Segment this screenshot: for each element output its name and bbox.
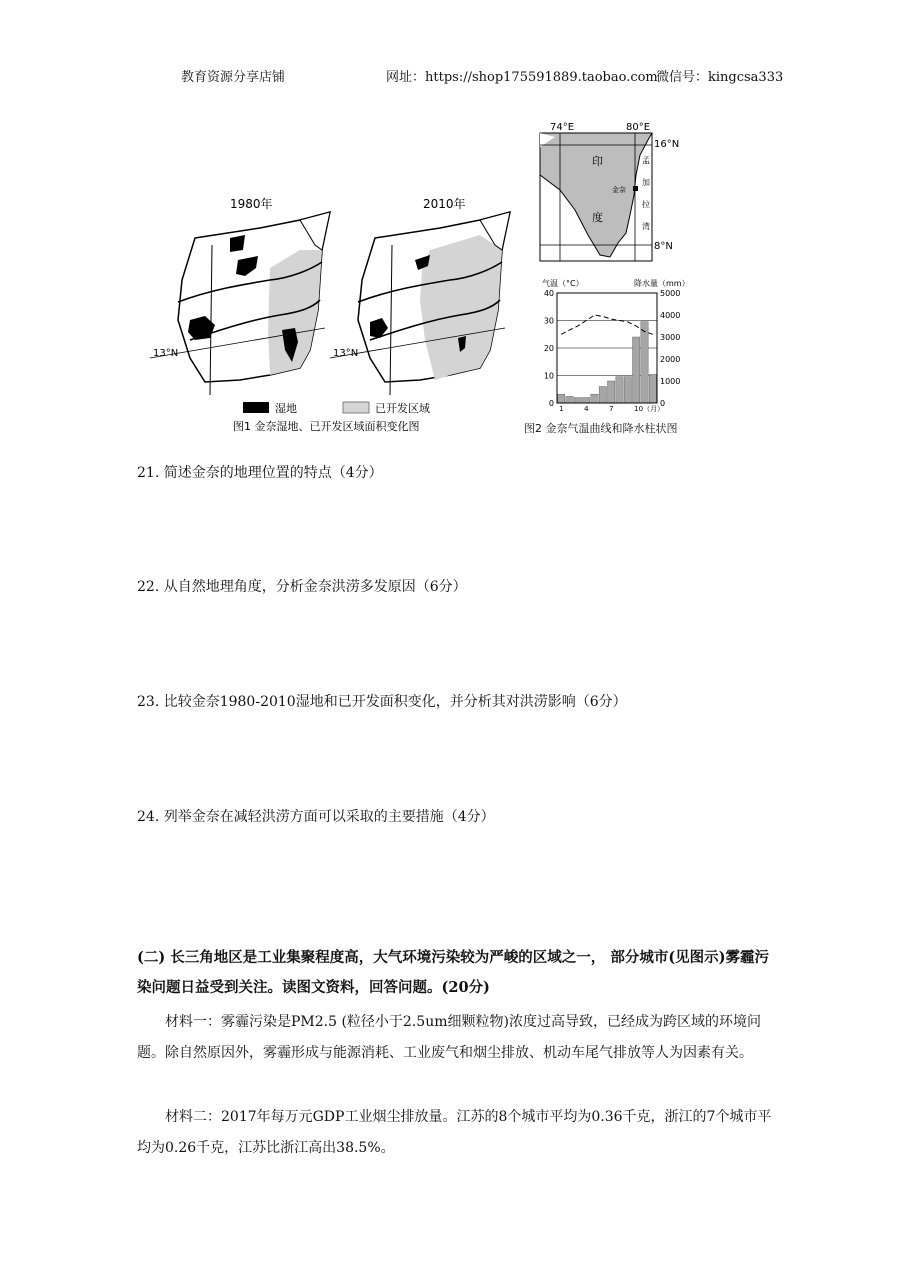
header-url: 网址：https://shop175591889.taobao.com (386, 70, 658, 85)
material-2: 材料二：2017年每万元GDP工业烟尘排放量。江苏的8个城市平均为0.36千克，浙江的7个城市平均为0.26千克，江苏比浙江高出38.5%。 (137, 1109, 772, 1156)
map-1980-title: 1980年 (230, 197, 273, 211)
temp-axis-label: 气温（°C） (542, 279, 584, 288)
map-2010-lat: 13°N (333, 348, 359, 359)
left-tick-label: 0 (548, 399, 554, 408)
precip-bar-3 (574, 398, 581, 404)
figure1-caption: 图1 金奈湿地、已开发区域面积变化图 (233, 420, 420, 433)
left-tick-label: 10 (543, 371, 554, 381)
legend-wetland-swatch (243, 402, 269, 413)
precip-axis-label: 降水量（mm） (634, 279, 690, 288)
map-1980-lat: 13°N (153, 348, 179, 359)
section-heading: (二) 长三角地区是工业集聚程度高，大气环境污染较为严峻的区域之一， 部分城市(见图示)雾霾污染问题日益受到关注。读图文资料，回答问题。(20分) (137, 949, 770, 996)
precip-bar-10 (633, 337, 640, 403)
x-tick-label: 10（月） (634, 405, 665, 413)
precip-bar-8 (616, 377, 623, 403)
x-tick-label: 4 (584, 405, 589, 413)
precip-bar-1 (558, 394, 565, 403)
chart-bars (558, 322, 657, 403)
precip-bar-4 (583, 398, 590, 404)
climate-chart (530, 275, 695, 415)
bay-char-2: 加 (642, 178, 650, 187)
question-23: 23. 比较金奈1980-2010湿地和已开发面积变化，并分析其对洪涝影响（6分） (137, 694, 627, 710)
x-tick-label: 7 (609, 405, 614, 413)
question-24: 24. 列举金奈在减轻洪涝方面可以采取的主要措施（4分） (137, 809, 495, 825)
right-tick-label: 3000 (660, 333, 681, 342)
figure2-caption: 图2 金奈气温曲线和降水柱状图 (524, 422, 678, 435)
map-2010 (330, 212, 510, 395)
precip-bar-9 (624, 377, 631, 403)
precip-bar-7 (608, 381, 615, 403)
map-1980 (150, 212, 330, 395)
lat-8-label: 8°N (654, 241, 673, 252)
legend-developed-swatch (343, 402, 369, 413)
precip-bar-6 (599, 387, 606, 404)
left-tick-label: 30 (543, 316, 554, 326)
lon-74-label: 74°E (550, 122, 575, 133)
left-tick-label: 40 (543, 289, 554, 298)
country-char-1: 印 (592, 155, 603, 168)
precip-bar-12 (649, 374, 656, 403)
lat-16-label: 16°N (654, 139, 680, 150)
bay-char-4: 湾 (642, 222, 650, 231)
header-shop-name: 教育资源分享店铺 (181, 70, 286, 85)
country-char-2: 度 (592, 211, 603, 224)
temperature-curve (561, 315, 653, 334)
legend-developed-label: 已开发区域 (375, 402, 430, 415)
precip-bar-5 (591, 394, 598, 403)
city-label: 金奈 (612, 186, 626, 194)
figure1-wetland-maps (145, 190, 520, 440)
left-tick-label: 20 (543, 344, 554, 353)
precip-bar-11 (641, 322, 648, 403)
question-21: 21. 简述金奈的地理位置的特点（4分） (137, 465, 383, 481)
bay-char-3: 拉 (642, 200, 650, 209)
lon-80-label: 80°E (626, 122, 651, 133)
figure2-location-map (530, 115, 695, 265)
right-tick-label: 2000 (660, 355, 681, 364)
right-tick-label: 4000 (660, 311, 681, 320)
x-tick-label: 1 (559, 405, 564, 413)
chennai-marker (633, 186, 638, 191)
material-1: 材料一：雾霾污染是PM2.5 (粒径小于2.5um细颗粒物)浓度过高导致，已经成为跨区域的环境问题。除自然原因外，雾霾形成与能源消耗、工业废气和烟尘排放、机动车尾气排放等人为因素有关。 (137, 1014, 761, 1061)
map-2010-title: 2010年 (423, 197, 466, 211)
legend-wetland-label: 湿地 (275, 402, 297, 415)
right-tick-label: 0 (660, 399, 666, 408)
header-wechat: 微信号：kingcsa333 (656, 70, 784, 85)
question-22: 22. 从自然地理角度，分析金奈洪涝多发原因（6分） (137, 579, 467, 595)
right-tick-label: 1000 (660, 377, 681, 386)
precip-bar-2 (566, 396, 573, 403)
right-tick-label: 5000 (660, 289, 681, 298)
bay-char-1: 孟 (642, 156, 650, 165)
